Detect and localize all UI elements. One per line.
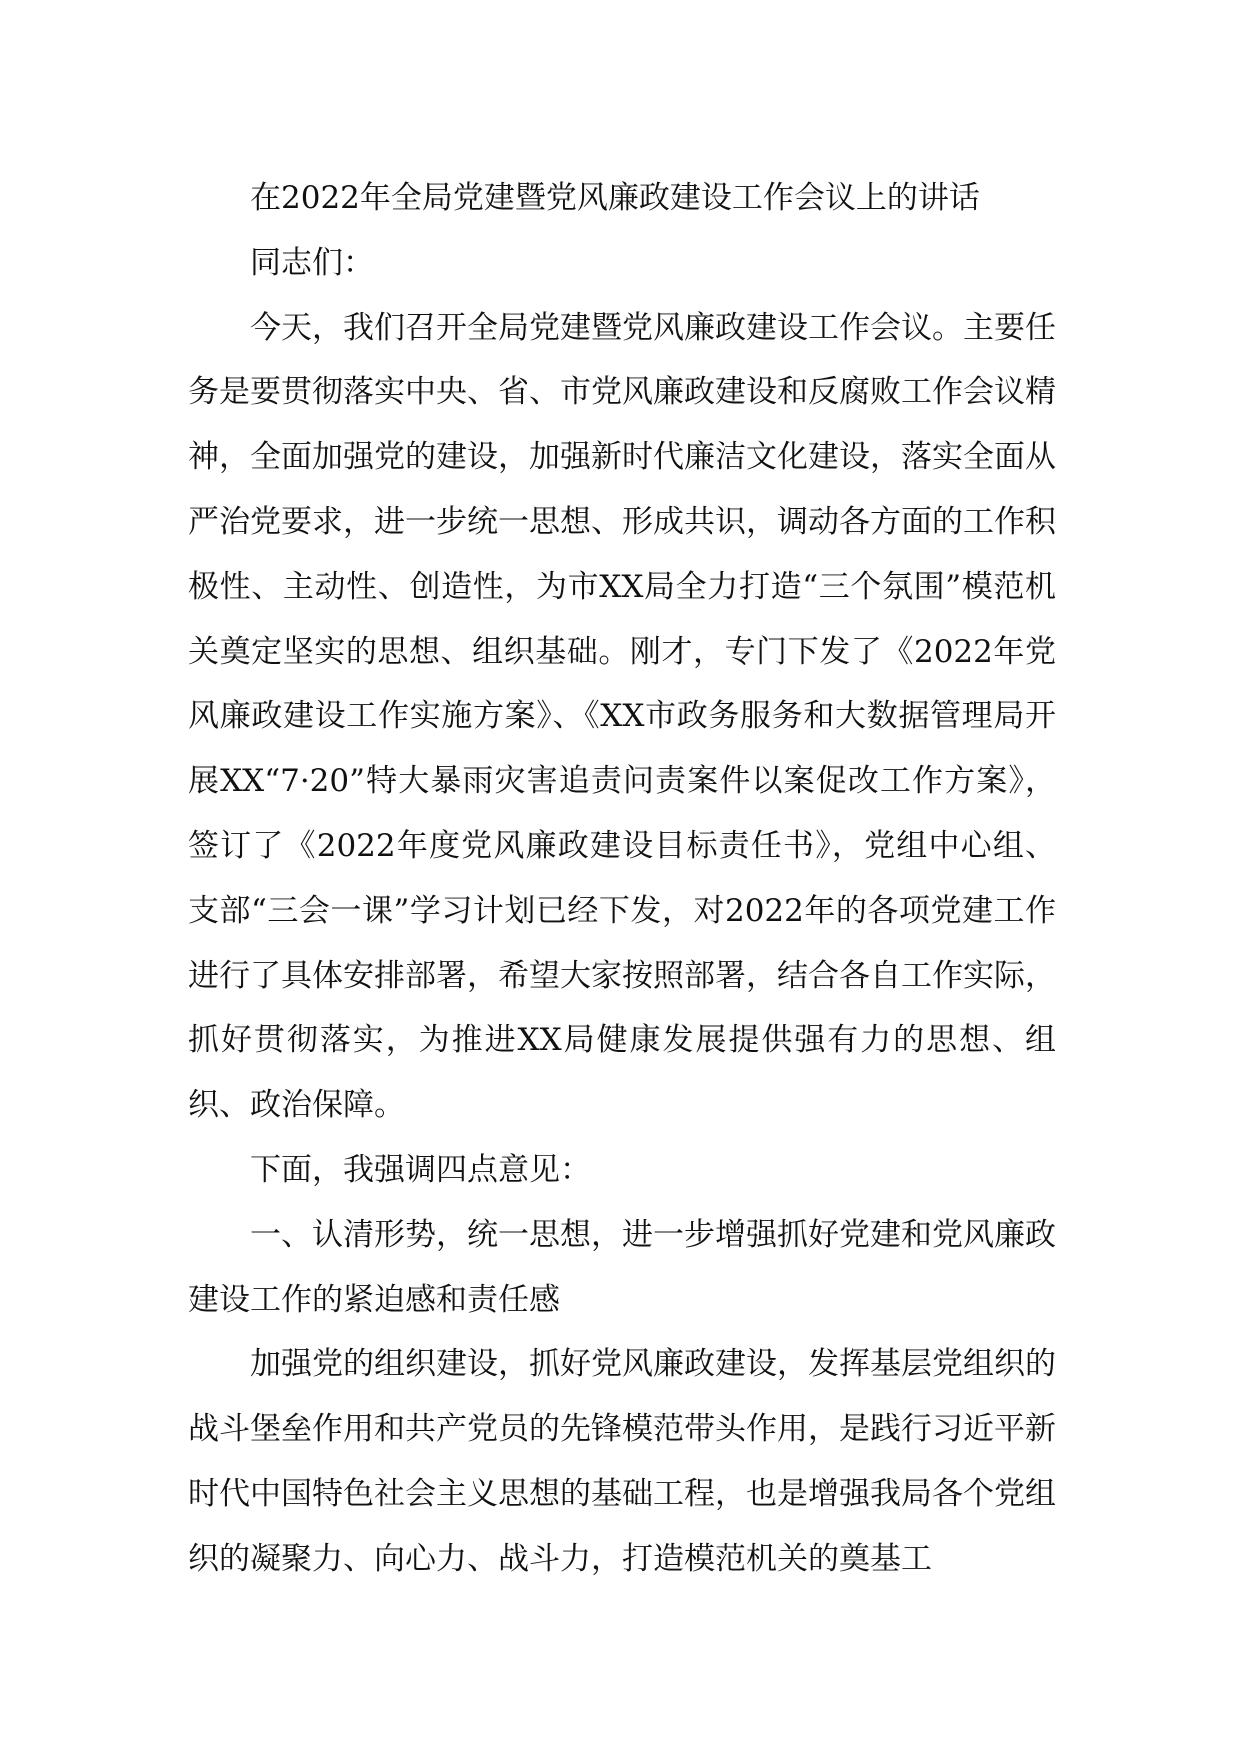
salutation: 同志们： xyxy=(250,244,374,281)
paragraph-section-1: 加强党的组织建设，抓好党风廉政建设，发挥基层党组织的战斗堡垒作用和共产党员的先锋模范带头作用，是践行习近平新时代中国特色社会主义思想的基础工程，也是增强我局各个党组织的凝聚力、向心力、战斗力，打造模范机关的奠基工 xyxy=(188,1346,1056,1577)
document-body xyxy=(188,166,1056,1592)
section-heading-1: 一、认清形势，统一思想，进一步增强抓好党建和党风廉政建设工作的紧迫感和责任感 xyxy=(188,1216,1056,1318)
paragraph-opening: 今天，我们召开全局党建暨党风廉政建设工作会议。主要任务是要贯彻落实中央、省、市党风廉政建设和反腐败工作会议精神，全面加强党的建设，加强新时代廉洁文化建设，落实全面从严治党要求，进一步统一思想、形成共识，调动各方面的工作积极性、主动性、创造性，为市XX局全力打造“三个氛围”模范机关奠定坚实的思想、组织基础。刚才，专门下发了《2022年党风廉政建设工作实施方案》、《XX市政务服务和大数据管理局开展XX“7·20”特大暴雨灾害追责问责案件以案促改工作方案》，签订了《2022年度党风廉政建设目标责任书》，党组中心组、支部“三会一课”学习计划已经下发，对2022年的各项党建工作进行了具体安排部署，希望大家按照部署，结合各自工作实际，抓好贯彻落实，为推进XX局健康发展提供强有力的思想、组织、政治保障。 xyxy=(188,309,1056,1124)
document-title: 在2022年全局党建暨党风廉政建设工作会议上的讲话 xyxy=(250,180,980,216)
paragraph-intro-points: 下面，我强调四点意见： xyxy=(250,1151,591,1188)
